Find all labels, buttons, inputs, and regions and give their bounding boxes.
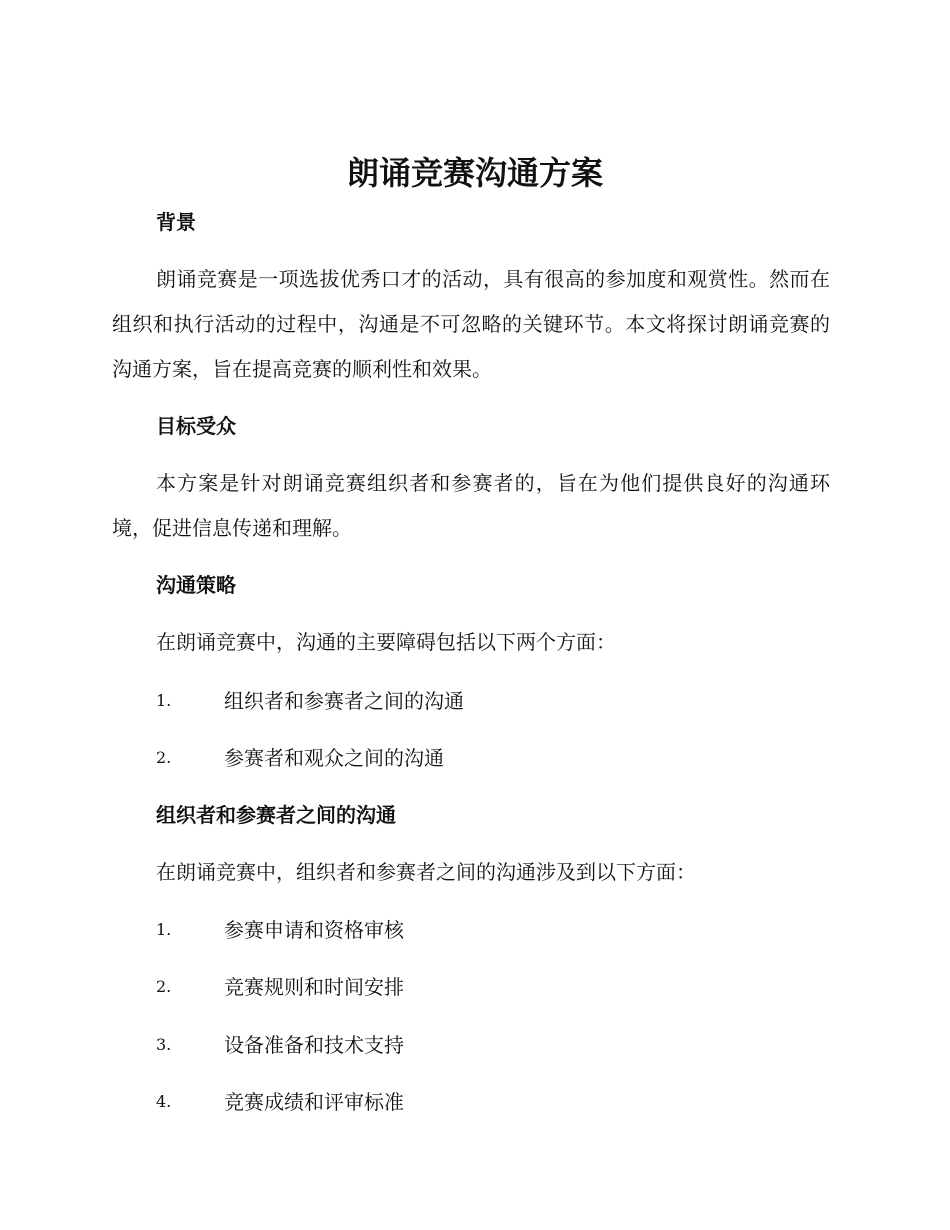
list-number: 2. [156, 977, 172, 996]
list-text: 参赛申请和资格审核 [224, 918, 404, 942]
list-number: 1. [156, 920, 172, 939]
list-text: 组织者和参赛者之间的沟通 [224, 689, 464, 713]
list-text: 竞赛成绩和评审标准 [224, 1090, 404, 1114]
list-number: 4. [156, 1092, 172, 1111]
list-text: 参赛者和观众之间的沟通 [224, 746, 444, 770]
section-heading-background: 背景 [156, 210, 196, 234]
document-title: 朗诵竞赛沟通方案 [346, 154, 603, 192]
list-number: 3. [156, 1035, 172, 1054]
list-text: 设备准备和技术支持 [224, 1033, 404, 1057]
section-heading-audience: 目标受众 [156, 414, 236, 438]
strategy-intro: 在朗诵竞赛中，沟通的主要障碍包括以下两个方面： [156, 630, 616, 654]
list-number: 2. [156, 748, 172, 767]
section-heading-strategy: 沟通策略 [156, 573, 236, 597]
list-text: 竞赛规则和时间安排 [224, 975, 404, 999]
organizer-intro: 在朗诵竞赛中，组织者和参赛者之间的沟通涉及到以下方面： [156, 860, 696, 884]
audience-paragraph: 本方案是针对朗诵竞赛组织者和参赛者的，旨在为他们提供良好的沟通环境，促进信息传递和理解。 [112, 471, 830, 540]
list-number: 1. [156, 691, 172, 710]
background-paragraph: 朗诵竞赛是一项选拔优秀口才的活动，具有很高的参加度和观赏性。然而在组织和执行活动的过程中，沟通是不可忽略的关键环节。本文将探讨朗诵竞赛的沟通方案，旨在提高竞赛的顺利性和效果。 [112, 267, 830, 381]
section-heading-organizer: 组织者和参赛者之间的沟通 [156, 803, 396, 827]
